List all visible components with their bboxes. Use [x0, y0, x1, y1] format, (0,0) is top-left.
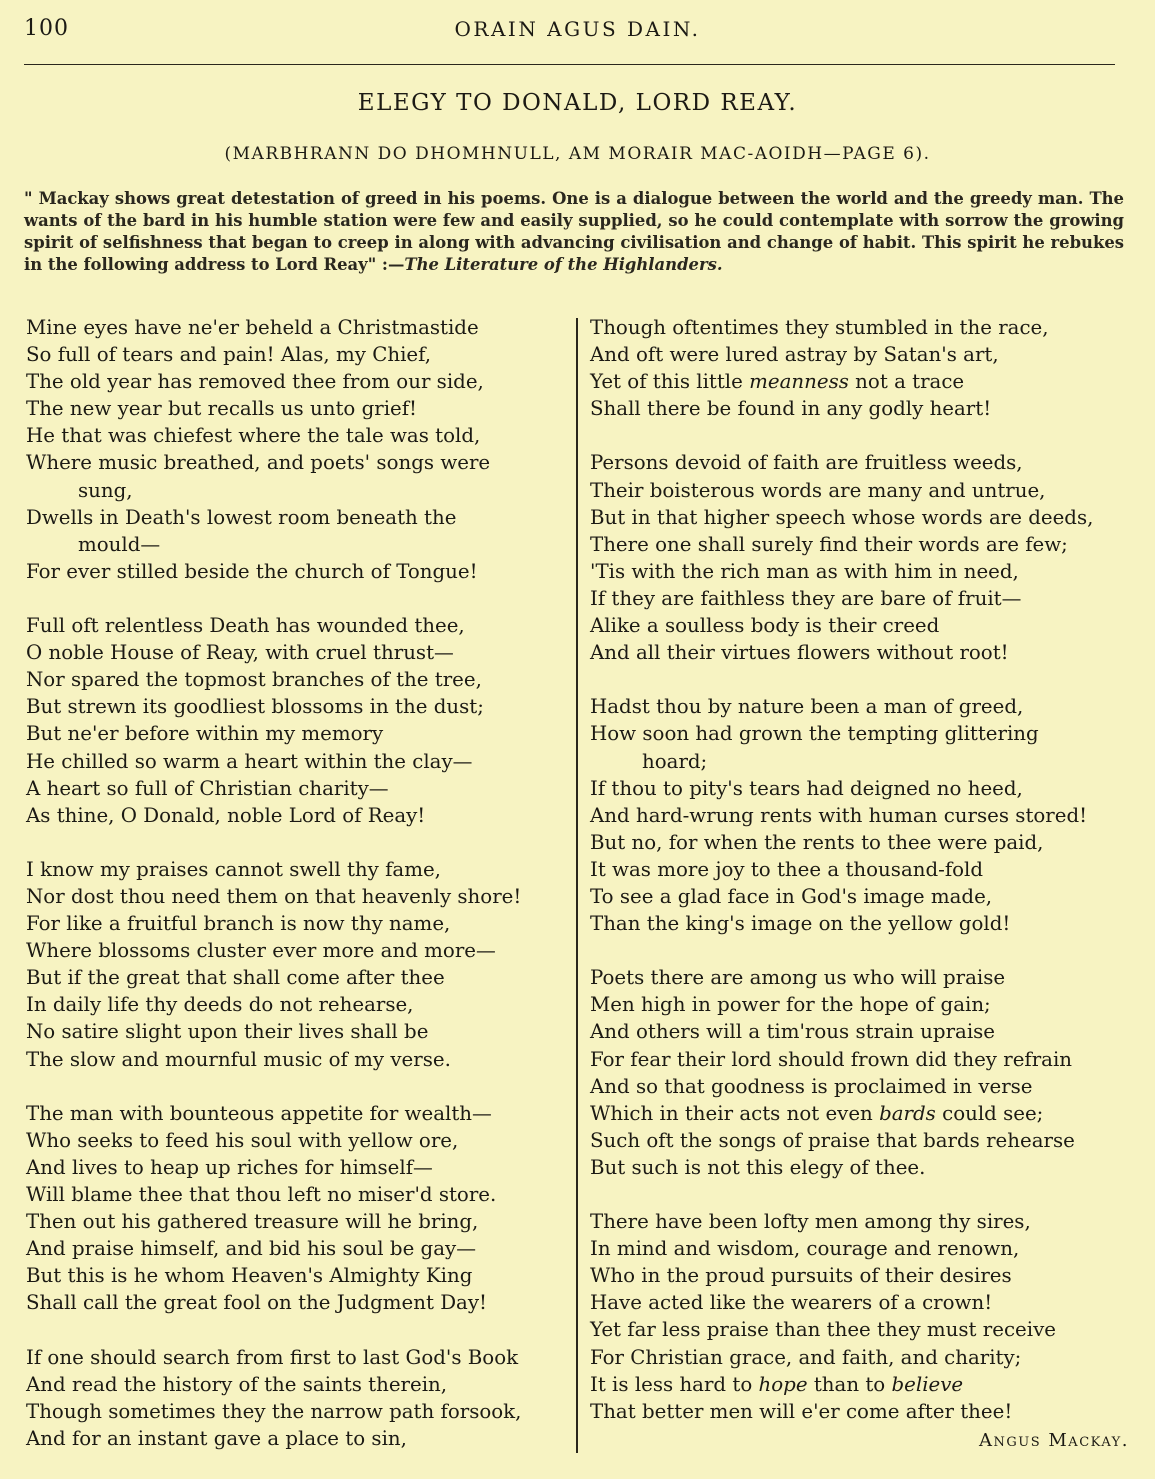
author-signature: Angus Mackay.	[979, 1430, 1129, 1451]
verse-line: For Christian grace, and faith, and charity;	[590, 1345, 1022, 1369]
verse-line: For like a fruitful branch is now thy name,	[26, 912, 451, 936]
verse-line: And hard-wrung rents with human curses stored!	[590, 803, 1088, 827]
verse-line: Shall there be found in any godly heart!	[590, 397, 992, 421]
verse-line: The new year but recalls us unto grief!	[26, 397, 418, 421]
page-header	[0, 0, 1155, 66]
verse-line: Who seeks to feed his soul with yellow ore,	[26, 1128, 459, 1152]
verse-line	[590, 1100, 1130, 1127]
stanza	[590, 964, 1130, 1181]
verse-line: Full oft relentless Death has wounded thee,	[26, 614, 465, 638]
verse-line: Have acted like the wearers of a crown!	[590, 1291, 993, 1315]
emphasis: hope	[758, 1372, 808, 1396]
verse-line: Where blossoms cluster ever more and more—	[26, 939, 496, 963]
verse-line: Mine eyes have ne'er beheld a Christmastide	[26, 316, 479, 339]
verse-line: For fear their lord should frown did they refrain	[590, 1047, 1073, 1071]
stanza	[26, 1344, 566, 1452]
verse-line: If they are faithless they are bare of fruit—	[590, 586, 1022, 610]
verse-line: But in that higher speech whose words are deeds,	[590, 505, 1094, 529]
verse-line: But such is not this elegy of thee.	[590, 1155, 926, 1179]
stanza	[26, 1100, 566, 1317]
verse-line: Nor dost thou need them on that heavenly shore!	[26, 884, 522, 908]
verse-line: Dwells in Death's lowest room beneath the	[26, 505, 457, 529]
verse-line: As thine, O Donald, noble Lord of Reay!	[26, 803, 426, 827]
verse-line: Then out his gathered treasure will he bring,	[26, 1210, 479, 1234]
stanza	[26, 856, 566, 1073]
intro-paragraph	[24, 188, 1124, 276]
verse-line: Hadst thou by nature been a man of greed,	[590, 695, 1024, 719]
verse-line: For ever stilled beside the church of Tongue!	[26, 559, 478, 583]
verse-line: Though sometimes they the narrow path forsook,	[26, 1399, 522, 1423]
stanza	[26, 314, 566, 585]
verse-fragment: than to	[807, 1372, 892, 1396]
verse-line: The slow and mournful music of my verse.	[26, 1047, 451, 1071]
verse-line: There one shall surely find their words are few;	[590, 532, 1068, 556]
verse-line: And all their virtues flowers without root!	[590, 641, 1009, 665]
emphasis: bards	[879, 1101, 936, 1125]
verse-line: It was more joy to thee a thousand-fold	[590, 857, 984, 881]
verse-line-continuation: hoard;	[642, 749, 708, 773]
verse-line: Than the king's image on the yellow gold!	[590, 912, 1011, 936]
verse-line: Their boisterous words are many and untrue,	[590, 478, 1046, 502]
verse-fragment: It is less hard to	[590, 1372, 759, 1396]
verse-line: And oft were lured astray by Satan's art,	[590, 343, 999, 367]
stanza	[590, 449, 1130, 666]
verse-line: Poets there are among us who will praise	[590, 966, 1006, 990]
verse-line: If thou to pity's tears had deigned no heed,	[590, 776, 1023, 800]
intro-text: " Mackay shows great detestation of greed in his poems. One is a dialogue between the world and the greedy man. The wants of the bard in his humble station were few and easily supplied, so he could contemplate with sorrow the growing spirit of selfishness that began to creep in along with advancing civilisation and change of habit. This spirit he rebukes in the following address to Lord Reay" :—	[24, 189, 1124, 274]
header-rule	[24, 64, 1115, 65]
stanza	[590, 314, 1130, 422]
stanza	[590, 693, 1130, 937]
verse-line: And praise himself, and bid his soul be gay—	[26, 1237, 476, 1261]
verse-line: So full of tears and pain! Alas, my Chief,	[26, 343, 432, 367]
verse-line-continuation: sung,	[78, 478, 133, 502]
verse-line: No satire slight upon their lives shall be	[26, 1020, 429, 1044]
verse-line: Where music breathed, and poets' songs were	[26, 451, 491, 475]
verse-fragment: Yet of this little	[590, 370, 750, 394]
verse-line: And others will a tim'rous strain upraise	[590, 1020, 996, 1044]
verse-line: Though oftentimes they stumbled in the race,	[590, 316, 1049, 339]
verse-line	[590, 1371, 1130, 1398]
page-number: 100	[24, 16, 69, 41]
verse-line: He that was chiefest where the tale was told,	[26, 424, 481, 448]
stanza	[590, 1208, 1130, 1425]
stanza	[26, 612, 566, 829]
verse-line: Men high in power for the hope of gain;	[590, 993, 991, 1017]
emphasis: meanness	[749, 370, 849, 394]
verse-line: And for an instant gave a place to sin,	[26, 1426, 407, 1450]
verse-line: The man with bounteous appetite for wealth—	[26, 1101, 492, 1125]
right-column	[590, 314, 1130, 1452]
verse-line: But this is he whom Heaven's Almighty King	[26, 1264, 473, 1288]
verse-line: Will blame thee that thou left no miser'd store.	[26, 1183, 497, 1206]
poem-title: ELEGY TO DONALD, LORD REAY.	[357, 90, 798, 116]
verse-fragment: could see;	[935, 1101, 1044, 1125]
column-divider	[576, 318, 578, 1453]
verse-line: Nor spared the topmost branches of the tree,	[26, 668, 482, 692]
verse-line: 'Tis with the rich man as with him in need,	[590, 559, 1019, 583]
poem-subtitle: (MARBHRANN DO DHOMHNULL, AM MORAIR MAC-AOIDH—PAGE 6).	[224, 144, 931, 164]
verse-line: A heart so full of Christian charity—	[26, 776, 389, 800]
verse-line: But no, for when the rents to thee were paid,	[590, 830, 1044, 854]
verse-line: But strewn its goodliest blossoms in the dust;	[26, 695, 484, 719]
verse-line: Who in the proud pursuits of their desires	[590, 1264, 1012, 1288]
verse-line: In mind and wisdom, courage and renown,	[590, 1237, 1020, 1261]
verse-line: I know my praises cannot swell thy fame,	[26, 857, 441, 881]
verse-line: Shall call the great fool on the Judgment Day!	[26, 1291, 487, 1315]
verse-line: But ne'er before within my memory	[26, 722, 384, 746]
verse-line: To see a glad face in God's image made,	[590, 884, 993, 908]
verse-line: In daily life thy deeds do not rehearse,	[26, 993, 414, 1017]
verse-line: The old year has removed thee from our side,	[26, 370, 484, 394]
verse-line: And read the history of the saints therein,	[26, 1372, 448, 1396]
running-title: ORAIN AGUS DAIN.	[454, 17, 701, 41]
verse-line: Persons devoid of faith are fruitless weeds,	[590, 451, 1023, 475]
verse-line: He chilled so warm a heart within the clay—	[26, 749, 473, 773]
verse-line: And lives to heap up riches for himself—	[26, 1155, 433, 1179]
intro-source: The Literature of the Highlanders.	[404, 255, 723, 274]
verse-fragment: Which in their acts not even	[590, 1101, 880, 1125]
verse-line: But if the great that shall come after thee	[26, 966, 445, 990]
verse-line: How soon had grown the tempting glittering	[590, 722, 1039, 746]
verse-line: That better men will e'er come after thee!	[590, 1399, 1013, 1423]
verse-line	[590, 368, 1130, 395]
verse-line: If one should search from first to last God's Book	[26, 1345, 519, 1369]
verse-line: Alike a soulless body is their creed	[590, 614, 940, 638]
verse-fragment: not a trace	[848, 370, 965, 394]
verse-line: And so that goodness is proclaimed in verse	[590, 1074, 1033, 1098]
verse-line: O noble House of Reay, with cruel thrust—	[26, 641, 454, 665]
verse-line-continuation: mould—	[78, 532, 161, 556]
verse-line: Such oft the songs of praise that bards rehearse	[590, 1128, 1075, 1152]
verse-line: There have been lofty men among thy sires,	[590, 1210, 1031, 1234]
emphasis: believe	[891, 1372, 964, 1396]
verse-line: Yet far less praise than thee they must receive	[590, 1318, 1056, 1342]
left-column	[26, 314, 566, 1479]
